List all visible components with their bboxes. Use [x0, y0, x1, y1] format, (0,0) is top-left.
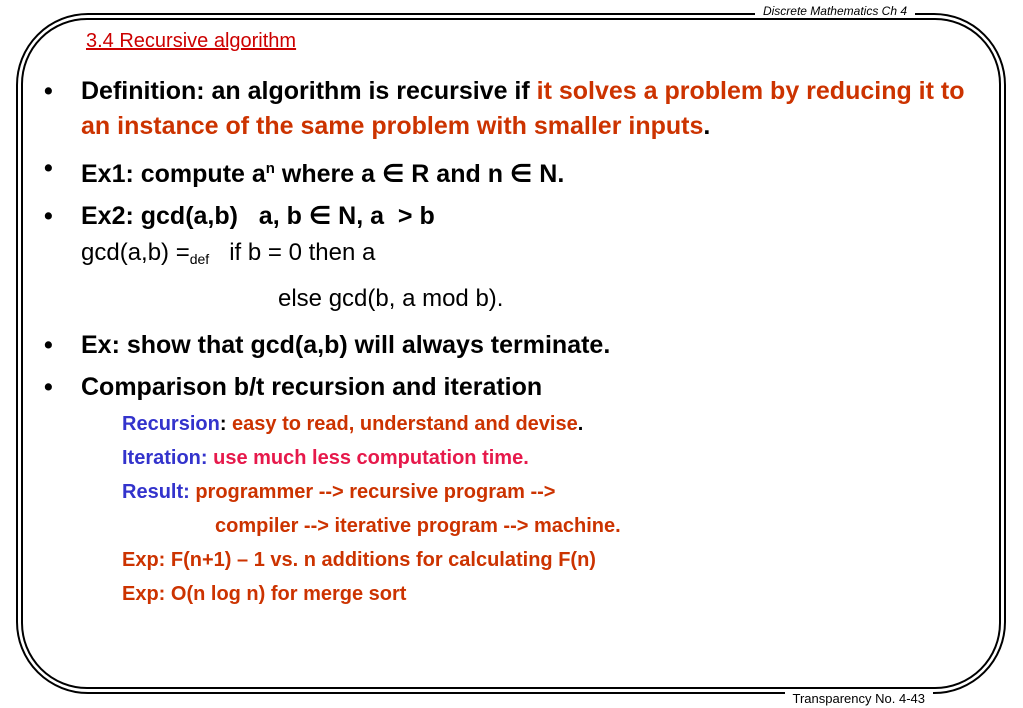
ex1-post: where a ∈ R and n ∈ N. [274, 160, 565, 188]
result-label: Result: [122, 481, 196, 503]
recursion-label: Recursion [122, 413, 220, 435]
ex-terminate-text: Ex: show that gcd(a,b) will always terminate. [81, 331, 611, 359]
definition-lead: Definition: an algorithm is recursive if [81, 77, 537, 105]
gcd-case-recursive: else gcd(b, a mod b). [278, 285, 504, 312]
gcd-case-base: if b = 0 then a [209, 239, 376, 266]
subbullet-recursion [40, 407, 1000, 441]
subbullet-result-cont [40, 509, 1000, 543]
bullet-ex1 [40, 151, 1000, 192]
recursion-text: easy to read, understand and devise [232, 413, 578, 435]
exp-mergesort-text: Exp: O(n log n) for merge sort [122, 583, 407, 605]
definition-end: . [703, 112, 711, 140]
recursion-colon: : [219, 413, 233, 435]
bullet-definition [40, 74, 1000, 144]
transparency-number: Transparency No. 4-43 [785, 691, 933, 706]
ex1-pre: Ex1: compute a [81, 160, 266, 188]
subbullet-exp-fib [40, 543, 1000, 577]
slide-content [40, 74, 1000, 611]
gcd-definition-line2 [40, 282, 1000, 316]
bullet-ex-terminate [40, 328, 1000, 363]
bullet-dot: • [44, 331, 53, 359]
gcd-def-subscript: def [189, 251, 210, 267]
comparison-text: Comparison b/t recursion and iteration [81, 373, 543, 401]
subbullet-result [40, 475, 1000, 509]
bullet-dot: • [44, 202, 53, 230]
subbullet-iteration [40, 441, 1000, 475]
bullet-ex2 [40, 199, 1000, 234]
gcd-lhs: gcd(a,b) = [81, 239, 190, 266]
result-text: programmer --> recursive program --> [195, 481, 556, 503]
bullet-comparison [40, 370, 1000, 405]
subbullet-exp-mergesort [40, 577, 1000, 611]
exp-fib-text: Exp: F(n+1) – 1 vs. n additions for calculating F(n) [122, 549, 596, 571]
bullet-dot: • [44, 373, 53, 401]
slide-title: 3.4 Recursive algorithm [86, 30, 297, 52]
recursion-end: . [577, 413, 584, 435]
result-cont-text: compiler --> iterative program --> machine. [215, 515, 621, 537]
ex1-superscript: n [265, 160, 275, 177]
bullet-dot: • [44, 77, 53, 105]
gcd-definition-line1 [40, 236, 1000, 276]
iteration-text: use much less computation time. [213, 447, 529, 469]
definition-highlight: it solves a problem by reducing it to an instance of the same problem with smaller inputs [81, 77, 965, 140]
ex2-text: Ex2: gcd(a,b) a, b ∈ N, a > b [81, 202, 435, 230]
iteration-label: Iteration: [122, 447, 214, 469]
course-header: Discrete Mathematics Ch 4 [755, 4, 915, 18]
bullet-dot: • [44, 154, 53, 182]
